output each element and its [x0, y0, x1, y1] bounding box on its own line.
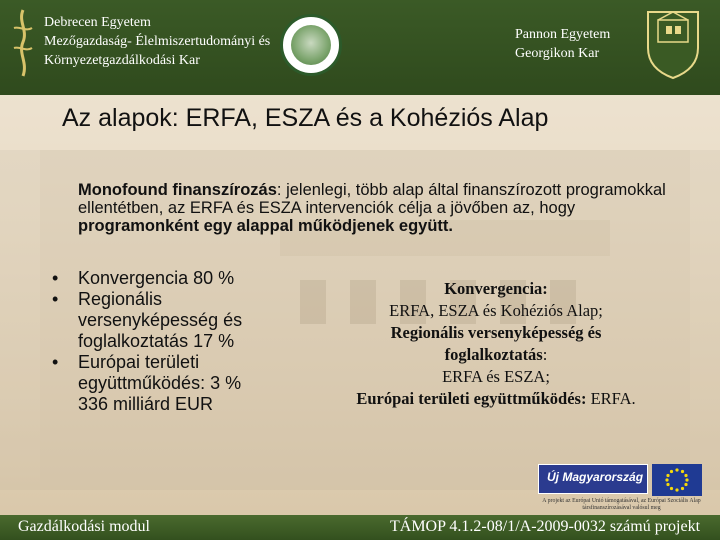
fund-line: ERFA és ESZA; — [442, 367, 550, 386]
total-amount: 336 milliárd EUR — [78, 394, 214, 414]
monofound-term: Monofound finanszírozás — [78, 181, 277, 199]
header-bar — [0, 0, 720, 95]
bullet-marker: • — [52, 289, 59, 309]
left-university-line: Debrecen Egyetem — [44, 15, 151, 30]
university-seal-icon — [280, 14, 342, 76]
list-item — [50, 268, 280, 289]
monofound-text: : jelenlegi, több alap által finanszírozott programokkal ellentétben, az ERFA és ESZA intervenciók célja a jövőben az, hogy — [78, 181, 666, 217]
footer-module-name: Gazdálkodási modul — [18, 518, 150, 535]
footer-bar — [0, 515, 720, 540]
fund-line — [318, 344, 674, 366]
university-crest-icon — [644, 8, 702, 80]
slide-title: Az alapok: ERFA, ESZA és a Kohéziós Alap — [62, 104, 549, 132]
footer-project-id: TÁMOP 4.1.2-08/1/A-2009-0032 számú projekt — [390, 518, 701, 535]
bullet-text: Konvergencia 80 % — [78, 268, 235, 288]
fund-line: Konvergencia: — [444, 279, 548, 298]
left-university-name — [44, 13, 270, 70]
fund-allocation-block — [318, 278, 674, 410]
list-item — [50, 352, 280, 394]
uj-magyarorszag-logo — [538, 464, 648, 494]
bullet-marker: • — [52, 352, 59, 372]
eu-funding-logos — [534, 460, 709, 515]
fund-line: Regionális versenyképesség és — [390, 323, 602, 342]
fund-line-rest: ERFA. — [586, 389, 636, 408]
fund-line-bold: foglalkoztatás — [444, 345, 543, 364]
right-university-line: Georgikon Kar — [515, 46, 600, 61]
university-logo-icon — [8, 8, 38, 78]
bullet-text: Európai területi együttműködés: 3 % — [78, 352, 242, 393]
fund-line: ERFA, ESZA és Kohéziós Alap; — [389, 301, 603, 320]
bullet-text: Regionális versenyképesség és foglalkoztatás 17 % — [78, 289, 243, 351]
eu-funding-note: A projekt az Európai Unió támogatásával, az Európai Szociális Alap társfinanszírozásával valósul meg — [542, 498, 701, 511]
left-university-line: Környezetgazdálkodási Kar — [44, 53, 200, 68]
fund-line — [318, 388, 674, 410]
fund-line-suffix: : — [542, 345, 548, 364]
eu-flag-icon — [652, 464, 702, 496]
bullet-list — [50, 268, 280, 415]
list-item — [50, 289, 280, 352]
fund-line-bold: Európai területi együttműködés: — [356, 389, 587, 408]
right-university-name — [515, 25, 610, 63]
uj-magyarorszag-text: Új Magyarország — [547, 470, 644, 484]
monofound-bold-end: programonként egy alappal működjenek együtt. — [78, 217, 453, 235]
monofound-paragraph — [78, 181, 688, 235]
bullet-marker: • — [52, 268, 59, 288]
right-university-line: Pannon Egyetem — [515, 27, 611, 42]
left-university-line: Mezőgazdaság- Élelmiszertudományi és — [44, 34, 271, 49]
